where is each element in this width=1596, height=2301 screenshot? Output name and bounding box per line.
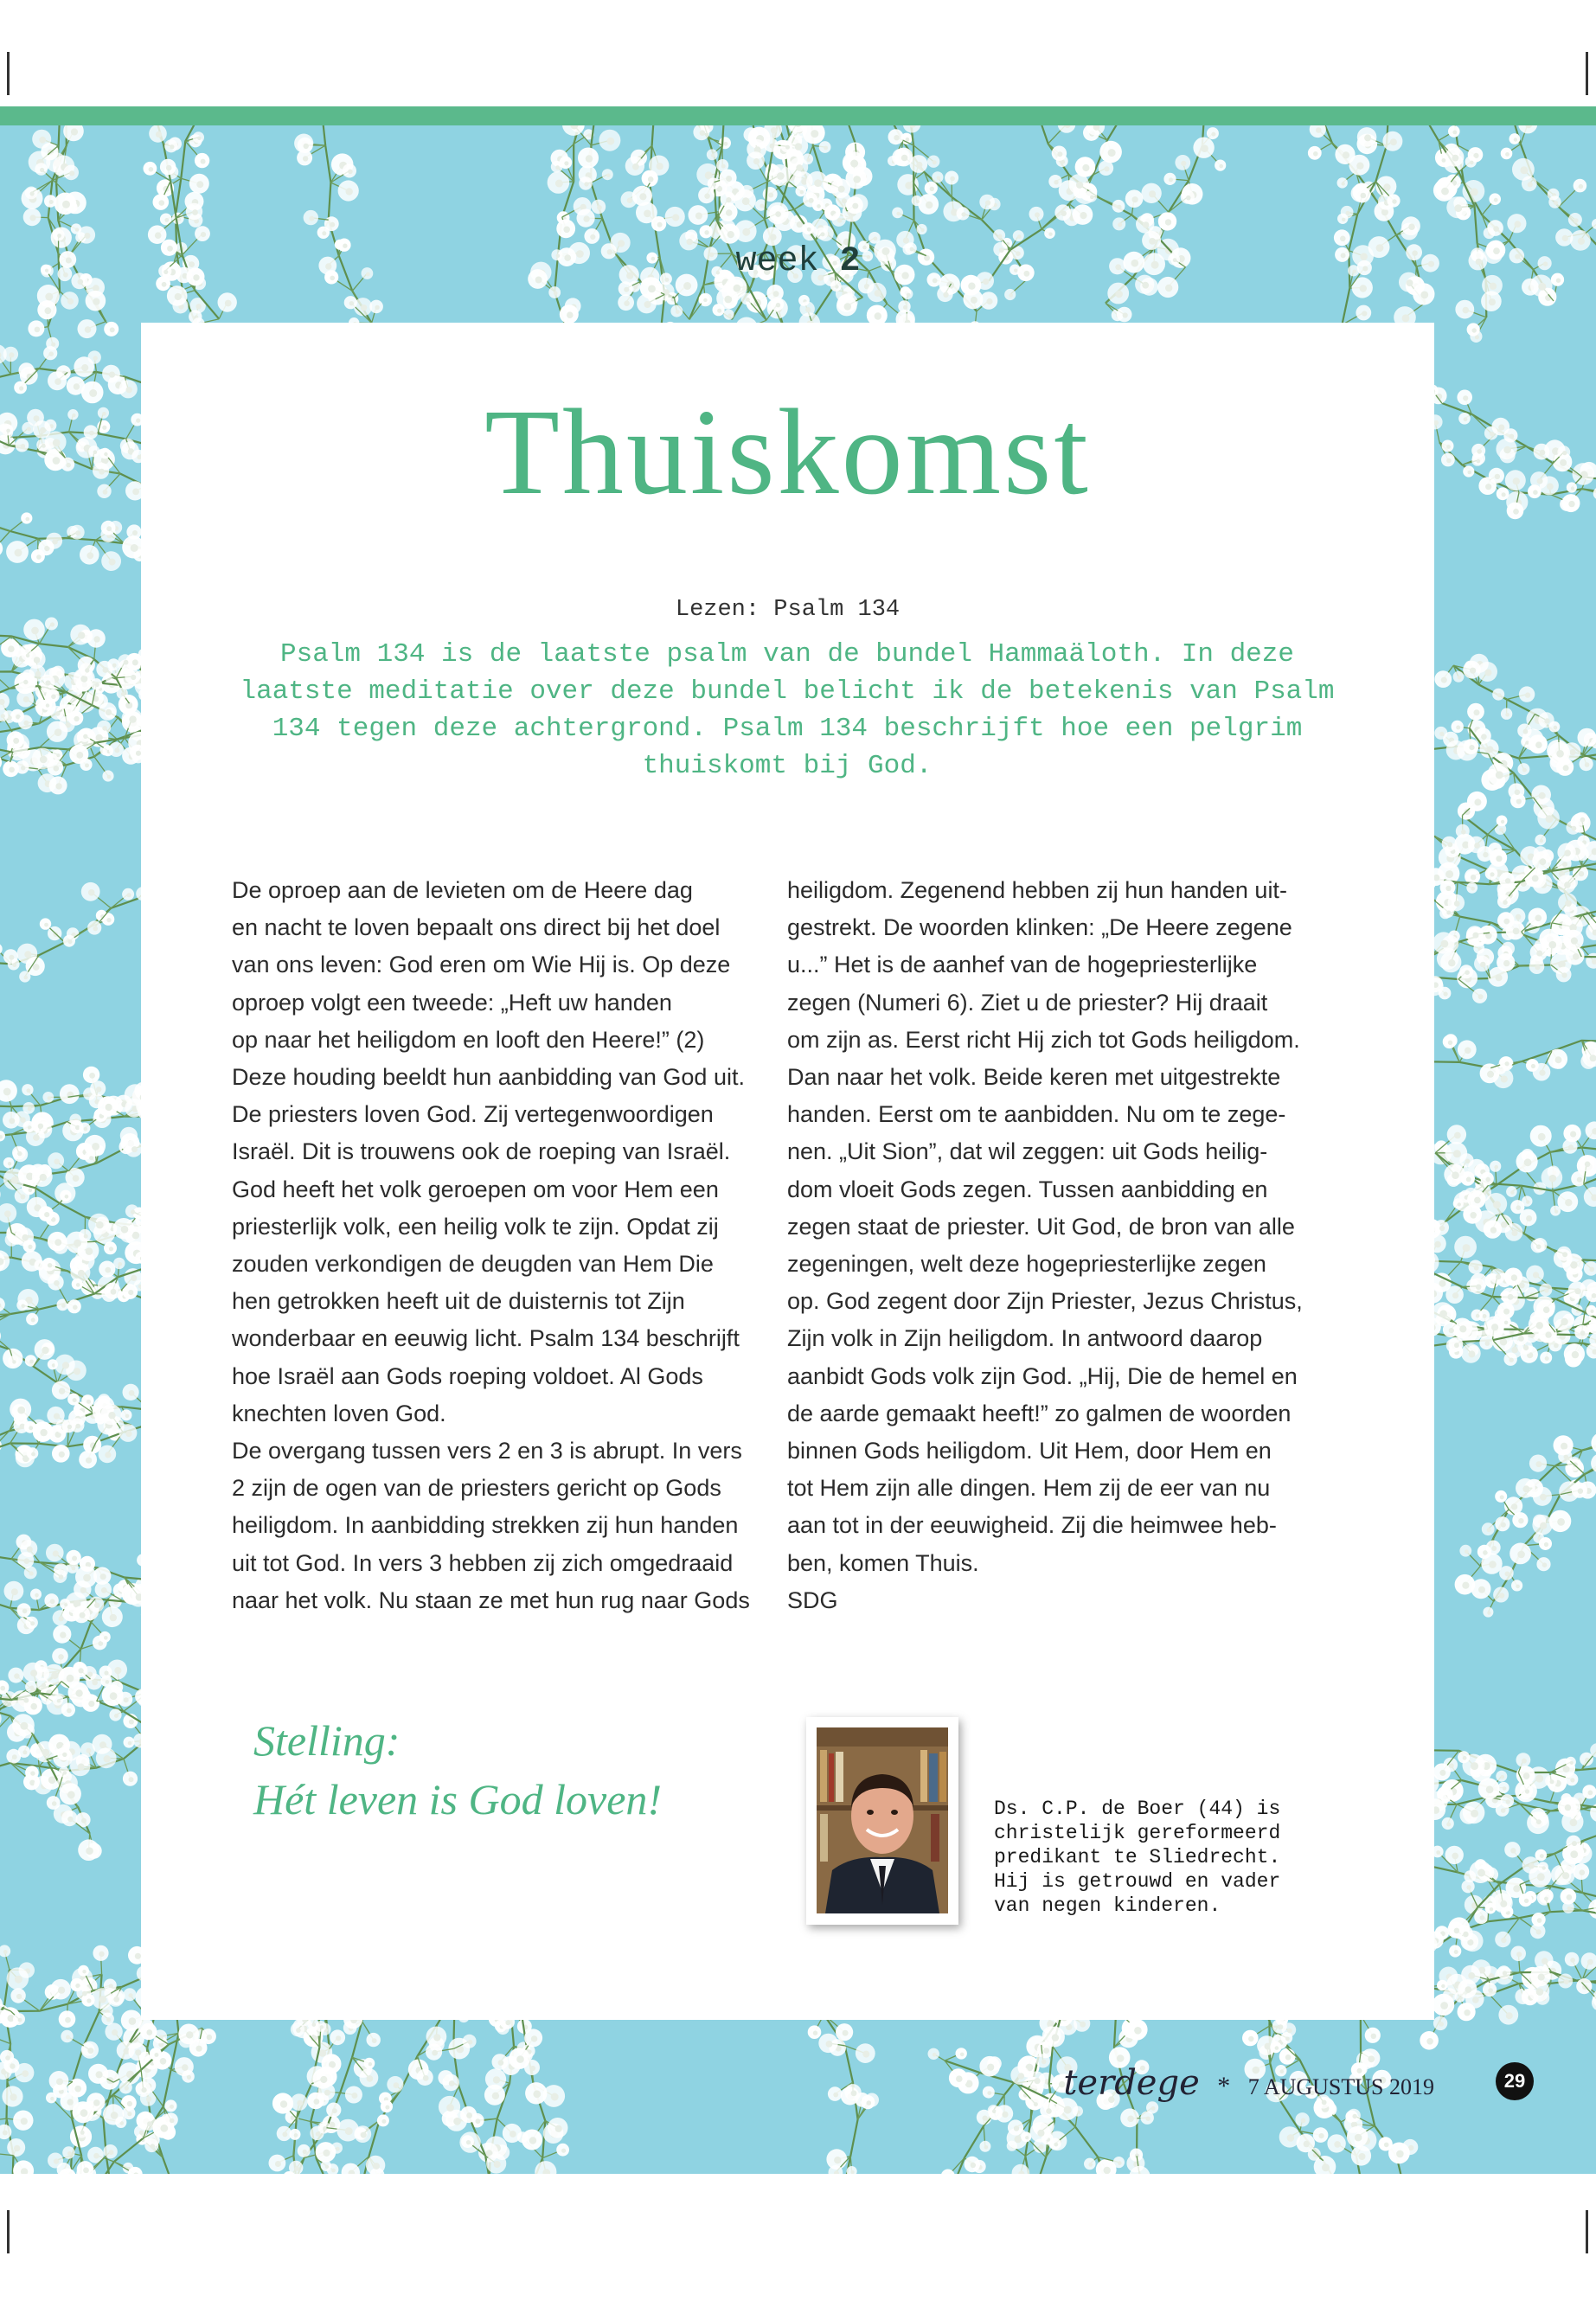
page-footer xyxy=(1063,2063,1434,2103)
body-line: de aarde gemaakt heeft!” zo galmen de woorden xyxy=(787,1400,1292,1426)
body-line: aanbidt Gods volk zijn God. „Hij, Die de hemel en xyxy=(787,1362,1298,1389)
body-line: priesterlijk volk, een heilig volk te zijn. Opdat zij xyxy=(232,1213,719,1240)
body-line: op naar het heiligdom en looft den Heere!” (2) xyxy=(232,1026,705,1053)
body-column-2 xyxy=(787,872,1324,1619)
intro-text xyxy=(234,636,1341,785)
body-line: oproep volgt een tweede: „Heft uw handen xyxy=(232,989,672,1016)
body-column-1 xyxy=(232,872,768,1619)
intro-line: laatste meditatie over deze bundel belicht ik de betekenis van Psalm xyxy=(240,676,1335,707)
intro-line: thuiskomt bij God. xyxy=(642,751,933,781)
intro-line: 134 tegen deze achtergrond. Psalm 134 beschrijft hoe een pelgrim xyxy=(272,714,1303,744)
page-number-badge: 29 xyxy=(1496,2062,1534,2100)
bio-line: predikant te Sliedrecht. xyxy=(994,1846,1281,1868)
body-line: wonderbaar en eeuwig licht. Psalm 134 beschrijft xyxy=(232,1325,740,1352)
bio-line: Hij is getrouwd en vader xyxy=(994,1870,1281,1893)
body-line: u...” Het is de aanhef van de hogepriesterlijke xyxy=(787,952,1258,978)
flower-sprig xyxy=(294,125,383,328)
magazine-logo: terdege xyxy=(1063,2063,1200,2103)
flower-sprig xyxy=(0,1945,35,2174)
body-line: hoe Israël aan Gods roeping voldoet. Al Gods xyxy=(232,1362,703,1389)
body-line: gestrekt. De woorden klinken: „De Heere zegene xyxy=(787,914,1292,941)
week-number: 2 xyxy=(839,242,861,281)
body-line: De oproep aan de levieten om de Heere dag xyxy=(232,877,693,903)
body-line: om zijn as. Eerst richt Hij zich tot Gods heiligdom. xyxy=(787,1026,1300,1053)
article-title: Thuiskomst xyxy=(484,383,1091,520)
flower-sprig xyxy=(1308,125,1439,329)
intro-line: Psalm 134 is de laatste psalm van de bundel Hammaäloth. In deze xyxy=(280,639,1294,670)
body-line: God heeft het volk geroepen om voor Hem een xyxy=(232,1176,719,1202)
body-line: handen. Eerst om te aanbidden. Nu om te zege- xyxy=(787,1101,1286,1128)
body-line: heiligdom. In aanbidding strekken zij hun handen xyxy=(232,1512,739,1539)
body-line: zegen staat de priester. Uit God, de bron van alle xyxy=(787,1213,1295,1240)
body-line: op. God zegent door Zijn Priester, Jezus Christus, xyxy=(787,1288,1303,1315)
crop-mark-bottom-right xyxy=(1586,2210,1588,2253)
body-line: en nacht te loven bepaalt ons direct bij het doel xyxy=(232,914,721,941)
body-line: De overgang tussen vers 2 en 3 is abrupt. In vers xyxy=(232,1438,742,1465)
body-line: 2 zijn de ogen van de priesters gericht op Gods xyxy=(232,1475,721,1502)
flower-sprig xyxy=(1455,1433,1596,1595)
body-line: De priesters loven God. Zij vertegenwoordigen xyxy=(232,1101,714,1128)
statement xyxy=(253,1711,662,1829)
author-photo-frame xyxy=(806,1717,958,1925)
body-line: zegen (Numeri 6). Ziet u de priester? Hij draait xyxy=(787,989,1268,1016)
body-line: naar het volk. Nu staan ze met hun rug naar Gods xyxy=(232,1586,750,1613)
flower-sprig xyxy=(0,344,152,403)
body-line: Dan naar het volk. Beide keren met uitgestrekte xyxy=(787,1064,1281,1091)
flower-sprig xyxy=(1428,1034,1596,1088)
body-line: SDG xyxy=(787,1586,838,1613)
flower-sprig xyxy=(144,125,237,330)
body-line: hen getrokken heeft uit de duisternis tot Zijn xyxy=(232,1288,685,1315)
body-line: Israël. Dit is trouwens ook de roeping van Israël. xyxy=(232,1138,731,1165)
week-word: week xyxy=(735,242,819,281)
statement-text: Hét leven is God loven! xyxy=(253,1775,663,1823)
asterisk-icon: * xyxy=(1217,2072,1231,2100)
author-photo xyxy=(817,1727,948,1913)
body-line: tot Hem zijn alle dingen. Hem zij de eer van nu xyxy=(787,1475,1271,1502)
top-accent-bar xyxy=(0,106,1596,125)
reading-reference: Lezen: Psalm 134 xyxy=(675,597,901,623)
body-line: aan tot in der eeuwigheid. Zij die heimwee heb- xyxy=(787,1512,1277,1539)
bio-line: Ds. C.P. de Boer (44) is xyxy=(994,1798,1281,1820)
issue-date: 7 AUGUSTUS 2019 xyxy=(1247,2074,1434,2099)
body-line: zouden verkondigen de deugden van Hem Die xyxy=(232,1251,714,1278)
flower-sprig xyxy=(0,512,152,571)
body-line: binnen Gods heiligdom. Uit Hem, door Hem en xyxy=(787,1438,1272,1465)
crop-mark-top-right xyxy=(1586,52,1588,95)
bio-line: van negen kinderen. xyxy=(994,1894,1221,1917)
body-line: knechten loven God. xyxy=(232,1400,446,1426)
body-line: dom vloeit Gods zegen. Tussen aanbidding en xyxy=(787,1176,1268,1202)
statement-label: Stelling: xyxy=(253,1716,401,1765)
flower-sprig xyxy=(0,407,154,464)
flower-sprig xyxy=(0,882,150,983)
crop-mark-top-left xyxy=(7,52,10,95)
body-line: heiligdom. Zegenend hebben zij hun handen uit- xyxy=(787,877,1287,903)
crop-mark-bottom-left xyxy=(7,2210,10,2253)
body-line: nen. „Uit Sion”, dat wil zeggen: uit Gods heilig- xyxy=(787,1138,1268,1165)
body-line: Zijn volk in Zijn heiligdom. In antwoord daarop xyxy=(787,1325,1263,1352)
bio-line: christelijk gereformeerd xyxy=(994,1822,1281,1844)
body-line: zegeningen, welt deze hogepriesterlijke zegen xyxy=(787,1251,1266,1278)
author-bio xyxy=(994,1797,1280,1918)
body-line: ben, komen Thuis. xyxy=(787,1549,979,1576)
body-line: Deze houding beeldt hun aanbidding van God uit. xyxy=(232,1064,745,1091)
week-label xyxy=(0,242,1596,281)
body-line: uit tot God. In vers 3 hebben zij zich omgedraaid xyxy=(232,1549,734,1576)
body-line: van ons leven: God eren om Wie Hij is. Op deze xyxy=(232,952,731,978)
